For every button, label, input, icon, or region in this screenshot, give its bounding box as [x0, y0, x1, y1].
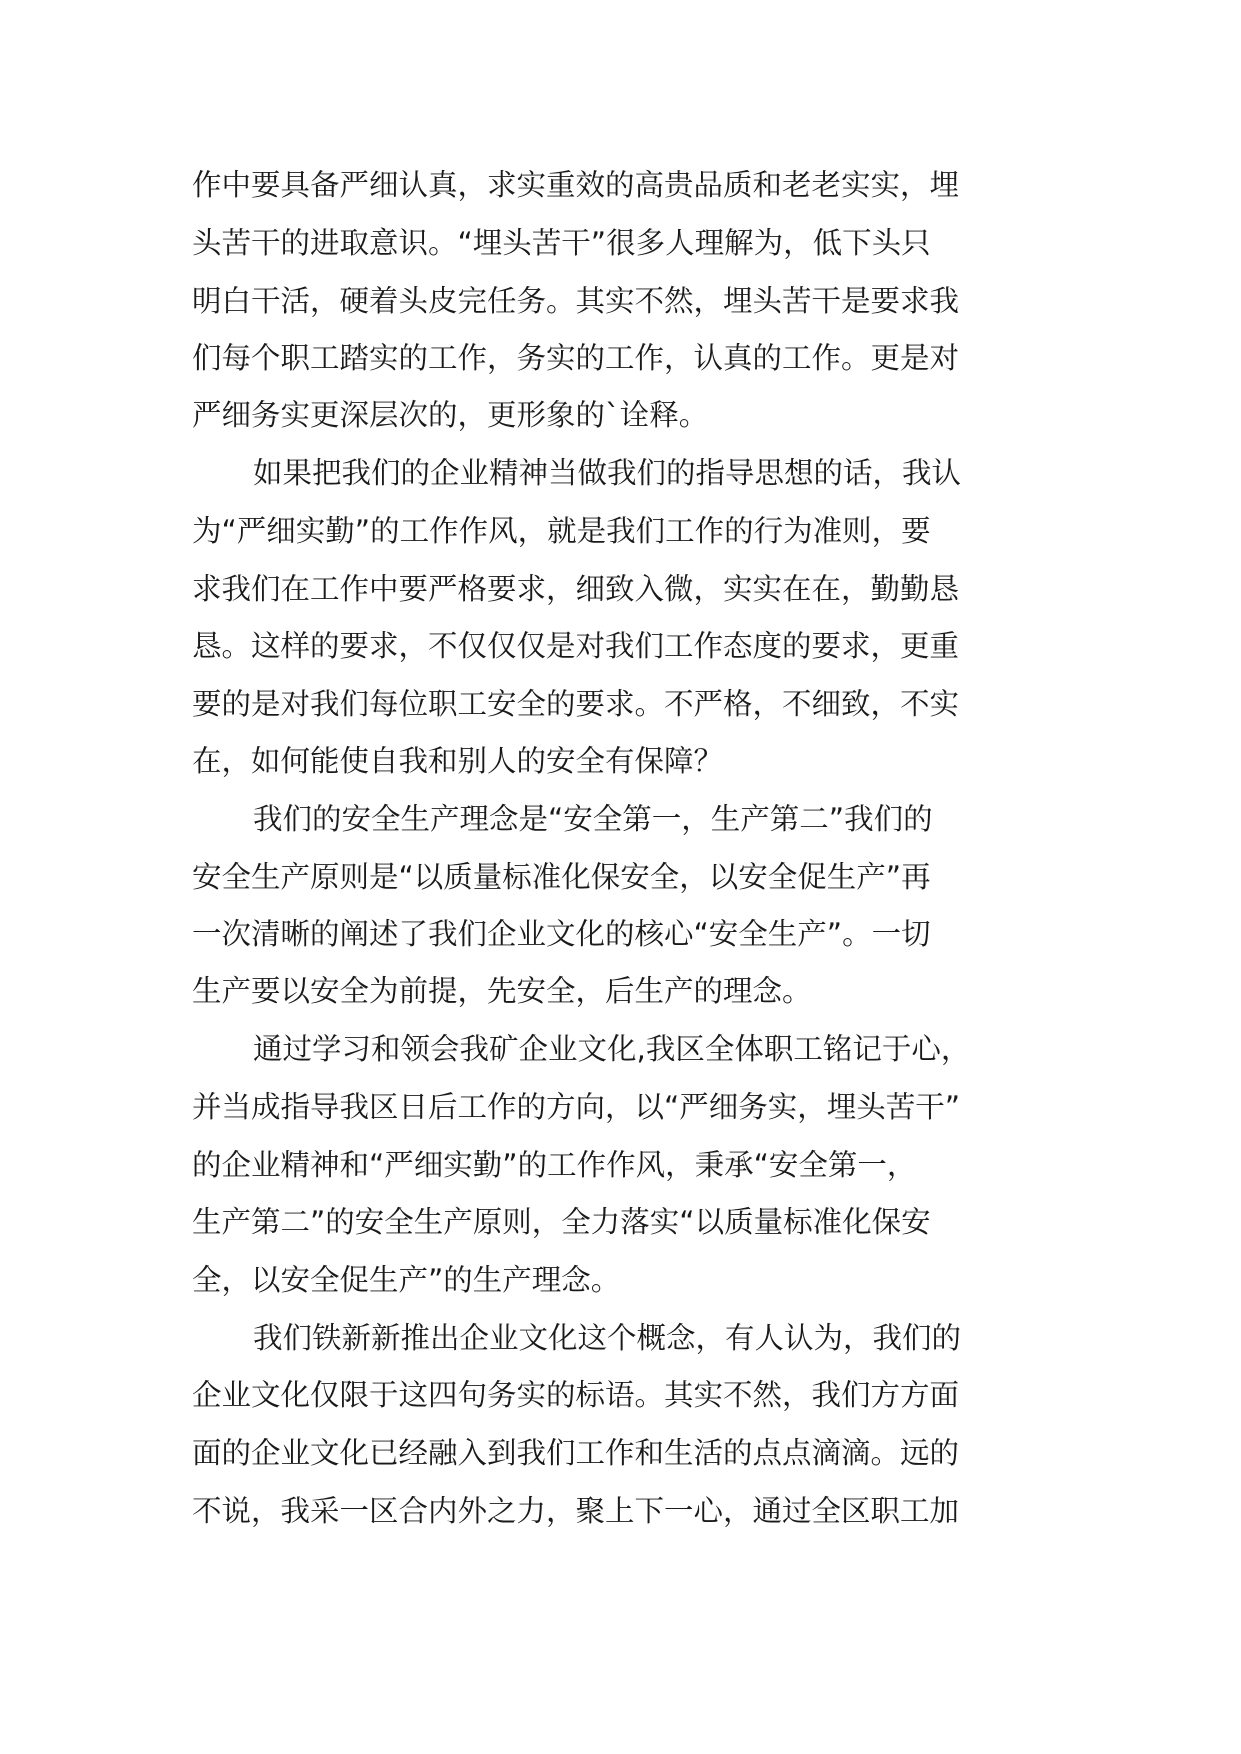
text-line: 求我们在工作中要严格要求，细致入微，实实在在，勤勤恳 — [192, 572, 960, 606]
paragraph-first-line: 如果把我们的企业精神当做我们的指导思想的话，我认 — [253, 456, 962, 490]
text-line: 严细务实更深层次的，更形象的`诠释。 — [192, 398, 709, 432]
text-line: 在，如何能使自我和别人的安全有保障？ — [192, 744, 724, 778]
paragraph-first-line: 我们铁新新推出企业文化这个概念，有人认为，我们的 — [253, 1321, 962, 1355]
text-line: 生产第二”的安全生产原则，全力落实“以质量标准化保安 — [192, 1205, 931, 1239]
text-line: 头苦干的进取意识。“埋头苦干”很多人理解为，低下头只 — [192, 226, 931, 260]
text-line: 的企业精神和“严细实勤”的工作作风，秉承“安全第一， — [192, 1148, 917, 1182]
text-line: 为“严细实勤”的工作作风，就是我们工作的行为准则，要 — [192, 514, 931, 548]
text-line: 恳。这样的要求，不仅仅仅是对我们工作态度的要求，更重 — [192, 629, 960, 663]
text-line: 企业文化仅限于这四句务实的标语。其实不然，我们方方面 — [192, 1378, 960, 1412]
text-line: 全，以安全促生产”的生产理念。 — [192, 1263, 621, 1297]
text-line: 要的是对我们每位职工安全的要求。不严格，不细致，不实 — [192, 687, 960, 721]
text-line: 安全生产原则是“以质量标准化保安全，以安全促生产”再 — [192, 860, 931, 894]
text-line: 生产要以安全为前提，先安全，后生产的理念。 — [192, 974, 812, 1008]
text-line: 面的企业文化已经融入到我们工作和生活的点点滴滴。远的 — [192, 1436, 960, 1470]
text-line: 一次清晰的阐述了我们企业文化的核心“安全生产”。一切 — [192, 917, 931, 951]
paragraph-first-line: 通过学习和领会我矿企业文化,我区全体职工铭记于心， — [253, 1032, 971, 1066]
text-line: 们每个职工踏实的工作，务实的工作，认真的工作。更是对 — [192, 341, 960, 375]
text-line: 作中要具备严细认真，求实重效的高贵品质和老老实实，埋 — [192, 168, 960, 202]
text-line: 并当成指导我区日后工作的方向，以“严细务实，埋头苦干” — [192, 1090, 961, 1124]
text-line: 不说，我采一区合内外之力，聚上下一心，通过全区职工加 — [192, 1494, 960, 1528]
text-line: 明白干活，硬着头皮完任务。其实不然，埋头苦干是要求我 — [192, 284, 960, 318]
paragraph-first-line: 我们的安全生产理念是“安全第一，生产第二”我们的 — [253, 802, 933, 836]
